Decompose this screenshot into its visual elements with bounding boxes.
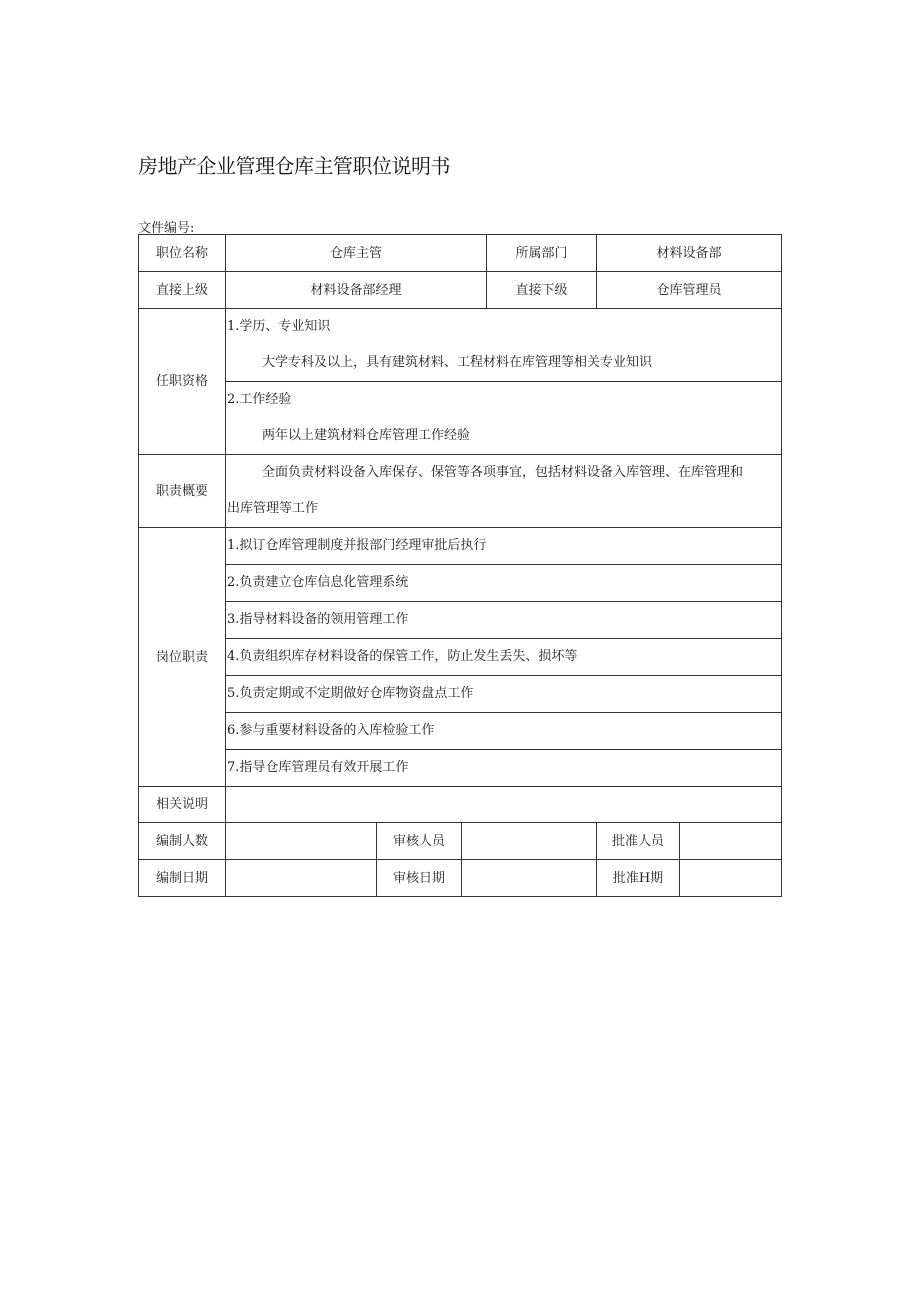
duties-label: 岗位职责 — [139, 528, 226, 787]
duty-item — [226, 565, 782, 602]
prepared-date-value — [226, 860, 377, 897]
table-row — [139, 309, 782, 455]
duty-text: 3.指导材料设备的领用管理工作 — [227, 612, 409, 627]
table-row — [139, 602, 782, 639]
qualification-heading: 1.学历、专业知识 — [227, 319, 331, 334]
approve-date-label: 批准H期 — [612, 870, 664, 886]
duty-item — [226, 639, 782, 676]
department-value: 材料设备部 — [597, 235, 782, 272]
duty-item — [226, 676, 782, 713]
approver-value — [679, 823, 781, 859]
qualification-block — [226, 382, 781, 454]
notes-label: 相关说明 — [139, 787, 226, 823]
summary-line-1: 全面负责材料设备入库保存、保管等各项事宜，包括材料设备入库管理、在库管理和 — [262, 465, 744, 480]
file-number-label: 文件编号: — [138, 221, 195, 236]
prepared-by-value — [226, 823, 377, 860]
reviewer-value — [462, 823, 597, 860]
table-row — [139, 565, 782, 602]
duty-item — [226, 528, 782, 565]
duty-text: 5.负责定期或不定期做好仓库物资盘点工作 — [227, 686, 474, 701]
reviewer-label: 审核人员 — [377, 823, 462, 860]
table-row — [139, 455, 782, 528]
table-row — [139, 528, 782, 565]
approve-date-cell — [597, 860, 782, 897]
prepared-date-label: 编制日期 — [139, 860, 226, 897]
page-title: 房地产企业管理仓库主管职位说明书 — [138, 154, 450, 178]
qualification-detail: 大学专科及以上，具有建筑材料、工程材料在库管理等相关专业知识 — [262, 355, 653, 370]
table-row — [139, 713, 782, 750]
table-row — [139, 676, 782, 713]
duty-item — [226, 750, 782, 787]
qualification-detail: 两年以上建筑材料仓库管理工作经验 — [262, 428, 471, 443]
duty-text: 6.参与重要材料设备的入库检验工作 — [227, 723, 435, 738]
notes-value — [226, 787, 782, 823]
review-date-value — [462, 860, 597, 897]
prepared-by-label: 编制人数 — [139, 823, 226, 860]
table-row — [139, 272, 782, 309]
position-name-value: 仓库主管 — [226, 235, 487, 272]
duty-text: 1.拟订仓库管理制度并报部门经理审批后执行 — [227, 538, 487, 553]
table-row — [139, 235, 782, 272]
duty-text: 4.负责组织库存材料设备的保管工作，防止发生丢失、损坏等 — [227, 649, 578, 664]
duty-item — [226, 713, 782, 750]
approver-label: 批准人员 — [611, 833, 664, 849]
job-description-table — [138, 234, 782, 897]
table-row — [139, 639, 782, 676]
direct-superior-value: 材料设备部经理 — [226, 272, 487, 309]
duty-text: 7.指导仓库管理员有效开展工作 — [227, 760, 409, 775]
qualifications-cell — [226, 309, 782, 455]
direct-superior-label: 直接上级 — [139, 272, 226, 309]
table-row — [139, 823, 782, 860]
approve-date-value — [679, 860, 781, 896]
summary-label: 职责概要 — [139, 455, 226, 528]
table-row — [139, 787, 782, 823]
approver-cell — [597, 823, 782, 860]
direct-subordinate-value: 仓库管理员 — [597, 272, 782, 309]
table-row — [139, 860, 782, 897]
duty-text: 2.负责建立仓库信息化管理系统 — [227, 575, 409, 590]
review-date-label: 审核日期 — [377, 860, 462, 897]
qualification-block — [226, 309, 781, 382]
position-name-label: 职位名称 — [139, 235, 226, 272]
qualification-heading: 2.工作经验 — [227, 392, 292, 407]
direct-subordinate-label: 直接下级 — [487, 272, 597, 309]
qualifications-label: 任职资格 — [139, 309, 226, 455]
summary-line-2: 出库管理等工作 — [227, 501, 319, 516]
department-label: 所属部门 — [487, 235, 597, 272]
table-row — [139, 750, 782, 787]
duty-item — [226, 602, 782, 639]
summary-cell — [226, 455, 782, 528]
